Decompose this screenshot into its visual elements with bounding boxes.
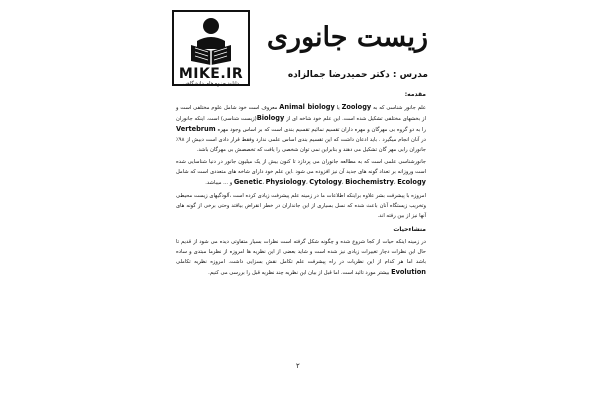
text-run: و ... میباشد. [205,180,234,187]
page-title: زیست جانوری [266,22,428,53]
term-evolution: Evolution [391,267,426,276]
paragraph-3: امروزه با پیشرفت بشر علاوه براینکه اطلاعات ما در زمینه علم پیشرفت زیادی کرده است ،آلودگیهای زیست محیطی وتخریب زیستگاه آنان باعث شده که نسل بسیاری از این جانداران در خطر انقراض بیافتد وحتی برخی از گونه های آنها نیز از بین رفته اند. [176,193,426,219]
text-run: علم جانور شناسی که به [371,104,426,111]
logo-tagline: دانلود جزوه های دانشگاهی [183,81,239,87]
term-biology: Biology [256,113,285,122]
text-run: جانورشناسی علمی است که به مطالعه جانوران می پردازد تا کنون بیش از یک میلیون جانور در دنیا شناسایی شده است وروزانه بر تعداد گونه های جدید آن نیز افزوده می شود .این علم خود دارای شاخه های متعددی است که شامل [176,159,426,176]
reading-person-icon [185,15,237,65]
term-zoology: Zoology [341,102,372,111]
separator: ، [262,180,266,187]
paragraph-4 [176,238,426,279]
page-number: ۲ [296,362,300,370]
term-ecology: Ecology [397,178,426,187]
term-cytology: Cytology [309,178,342,187]
logo-name: MIKE.IR [178,66,244,82]
paragraph-2 [176,158,426,189]
text-run: (زیست شناسی) است. اینکه جانوران را به دو گروه بی مهرگان و مهره داران تقسیم نمائیم تقسیم بندی است که بر اساس وجود مهره [176,115,426,133]
origin-heading: منشاءحیات [393,225,426,233]
separator: ، [341,180,346,187]
term-physiology: Physiology [265,178,306,187]
term-biochemistry: Biochemistry [345,178,394,187]
document-body [176,88,426,281]
text-run: بیشتر مورد تائید است. اما قبل از بیان این نظریه چند نظریه قبل را بررسی می کنیم. [208,269,392,276]
term-animal-biology: Animal biology [279,102,335,111]
term-vertebrum: Vertebrum [176,124,216,133]
intro-heading: مقدمه: [404,91,426,98]
text-run: یا [334,104,342,111]
instructor-line: مدرس : دکتر حمیدرضا جمالزاده [287,70,428,80]
paragraph-1 [176,103,426,156]
text-run: در زمینه اینکه حیات از کجا شروع شده و چگونه شکل گرفته است نظرات بسیار متفاوتی دیده می شود از قدیم تا حال این نظرات دچار تغییرات زیادی نیز شده است و شاید بعضی از این نظریه ها امروزه از نظرما مبتدی و ساده باشد اما هر کدام از این نظریات در راه پیشرفت علم تکامل نقش بسزایی داشت. امروزه نظریه تکاملی [176,238,426,265]
mike-ir-logo [172,10,250,86]
text-run: معروف است خود شامل علوم مختلفی است و از بخشهای مختلفی تشکیل شده است. این علم خود شاخه ای از [176,104,426,122]
separator: ، [393,180,398,187]
separator: ، [305,180,310,187]
term-genetic: Genetic [233,178,263,187]
text-run: در آنان انجام میگیرد . باید اذعان داشت که این تقسیم بندی اساس علمی ندارد وفقط قرار دادی است دبیش از ۹۸٪ جانوران رابی مهر گان تشکیل می دهند و بنابراین نمی توان شخصی را یافت که تخصصش بی مهرگان باشد. [176,136,426,153]
